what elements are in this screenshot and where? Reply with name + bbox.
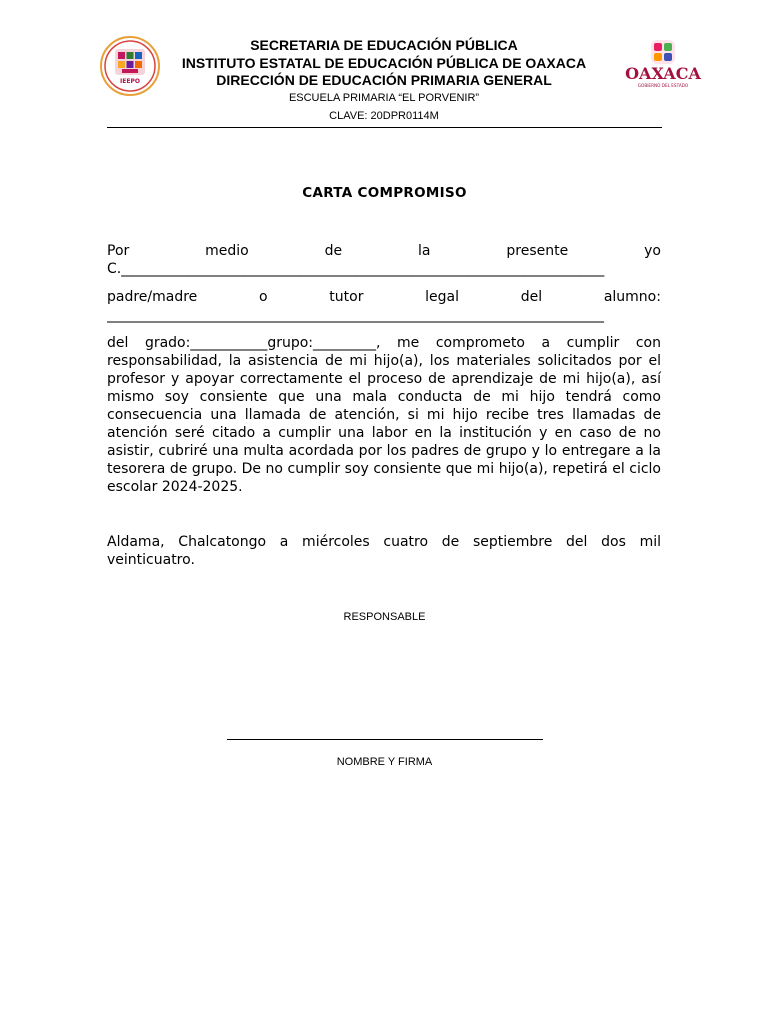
tutor-line-1 [107,288,661,306]
signature-line [227,739,543,740]
intro-word: la [418,243,431,259]
oaxaca-logo-subtext: GOBIERNO DEL ESTADO [637,83,689,88]
tutor-word: legal [425,289,460,305]
ieepo-logo-text: IEEPO [120,78,140,85]
tutor-paragraph [107,288,661,324]
intro-word: medio [205,243,249,259]
header-line-2: INSTITUTO ESTATAL DE EDUCACIÓN PÚBLICA DE OAXACA [181,55,587,71]
responsable-label: RESPONSABLE [343,611,426,623]
oaxaca-logo-icon [618,38,708,90]
tutor-word: tutor [329,289,364,305]
intro-line-1 [107,242,661,260]
intro-word: yo [644,243,661,259]
signature-label: NOMBRE Y FIRMA [336,756,433,768]
oaxaca-logo-text: OAXACA [625,64,701,83]
student-name-blank: _______________________________________________________________________ [107,307,604,323]
tutor-word: padre/madre [107,289,198,305]
document-title: CARTA COMPROMISO [302,185,467,201]
header-line-1: SECRETARIA DE EDUCACIÓN PÚBLICA [250,37,518,53]
intro-paragraph [107,242,661,278]
header-line-3: DIRECCIÓN DE EDUCACIÓN PRIMARIA GENERAL [216,72,552,88]
place-date: Aldama, Chalcatongo a miércoles cuatro de septiembre del dos mil veinticuatro. [107,534,661,568]
school-clave: CLAVE: 20DPR0114M [329,110,439,122]
header-divider [107,127,662,128]
intro-word: presente [506,243,569,259]
tutor-word: alumno: [603,289,661,305]
intro-word: Por [107,243,130,259]
commitment-paragraph: del grado:___________grupo:_________, me comprometo a cumplir con responsabilidad, la asistencia de mi hijo(a), los materiales solicitados por el profesor y apoyar correctamente el proceso de aprendizaje de mi hijo(a), así mismo soy consiente que una mala conducta de mi hijo tendrá como consecuencia una llamada de atención, si mi hijo recibe tres llamadas de atención seré citado a cumplir una labor en la institución y en caso de no asistir, cubriré una multa acordada por los padres de grupo y lo entregare a la tesorera de grupo. De no cumplir soy consiente que mi hijo(a), repetirá el ciclo escolar 2024-2025. [107,335,661,495]
intro-word: de [324,243,343,259]
tutor-word: del [520,289,543,305]
tutor-word: o [259,289,268,305]
school-name: ESCUELA PRIMARIA “EL PORVENIR” [288,92,480,104]
parent-name-blank: C._____________________________________________________________________ [107,261,605,277]
